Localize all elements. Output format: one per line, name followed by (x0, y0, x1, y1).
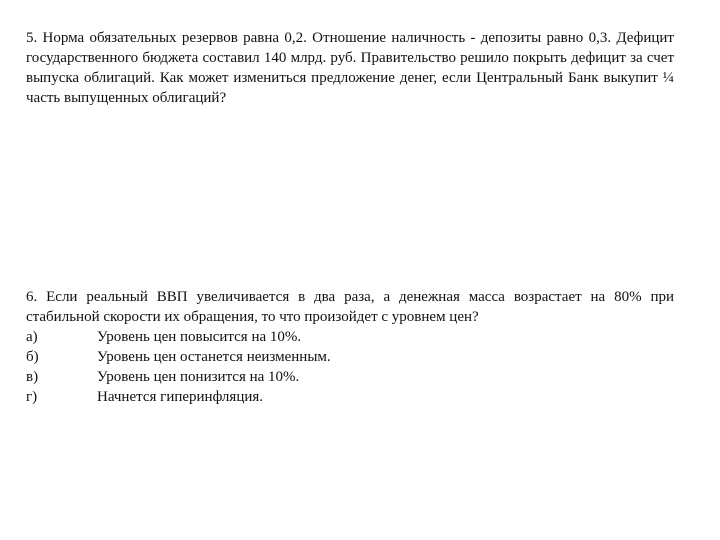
task-6 (26, 287, 674, 407)
answer-option-g (26, 387, 674, 407)
task-6-question: 6. Если реальный ВВП увеличивается в два раза, а денежная масса возрастает на 80% при стабильной скорости их обращения, то что произойдет с уровнем цен? (26, 289, 674, 325)
option-letter: г) (26, 389, 38, 405)
answer-option-b (26, 347, 674, 367)
task-5 (26, 28, 674, 108)
answer-option-v (26, 367, 674, 387)
option-letter: б) (26, 349, 39, 365)
answer-option-a (26, 327, 674, 347)
option-letter: в) (26, 369, 39, 385)
option-letter: а) (26, 329, 38, 345)
option-text: Начнется гиперинфляция. (97, 389, 264, 405)
option-text: Уровень цен повысится на 10%. (97, 329, 302, 345)
answer-options (26, 327, 674, 407)
task-5-text: 5. Норма обязательных резервов равна 0,2. Отношение наличность - депозиты равно 0,3. Дефицит государственного бюджета составил 140 млрд. руб. Правительство решило покрыть дефицит за счет выпуска облигаций. Как может измениться предложение денег, если Центральный Банк выкупит ¼ часть выпущенных облигаций? (26, 30, 674, 106)
option-text: Уровень цен останется неизменным. (97, 349, 331, 365)
option-text: Уровень цен понизится на 10%. (97, 369, 300, 385)
